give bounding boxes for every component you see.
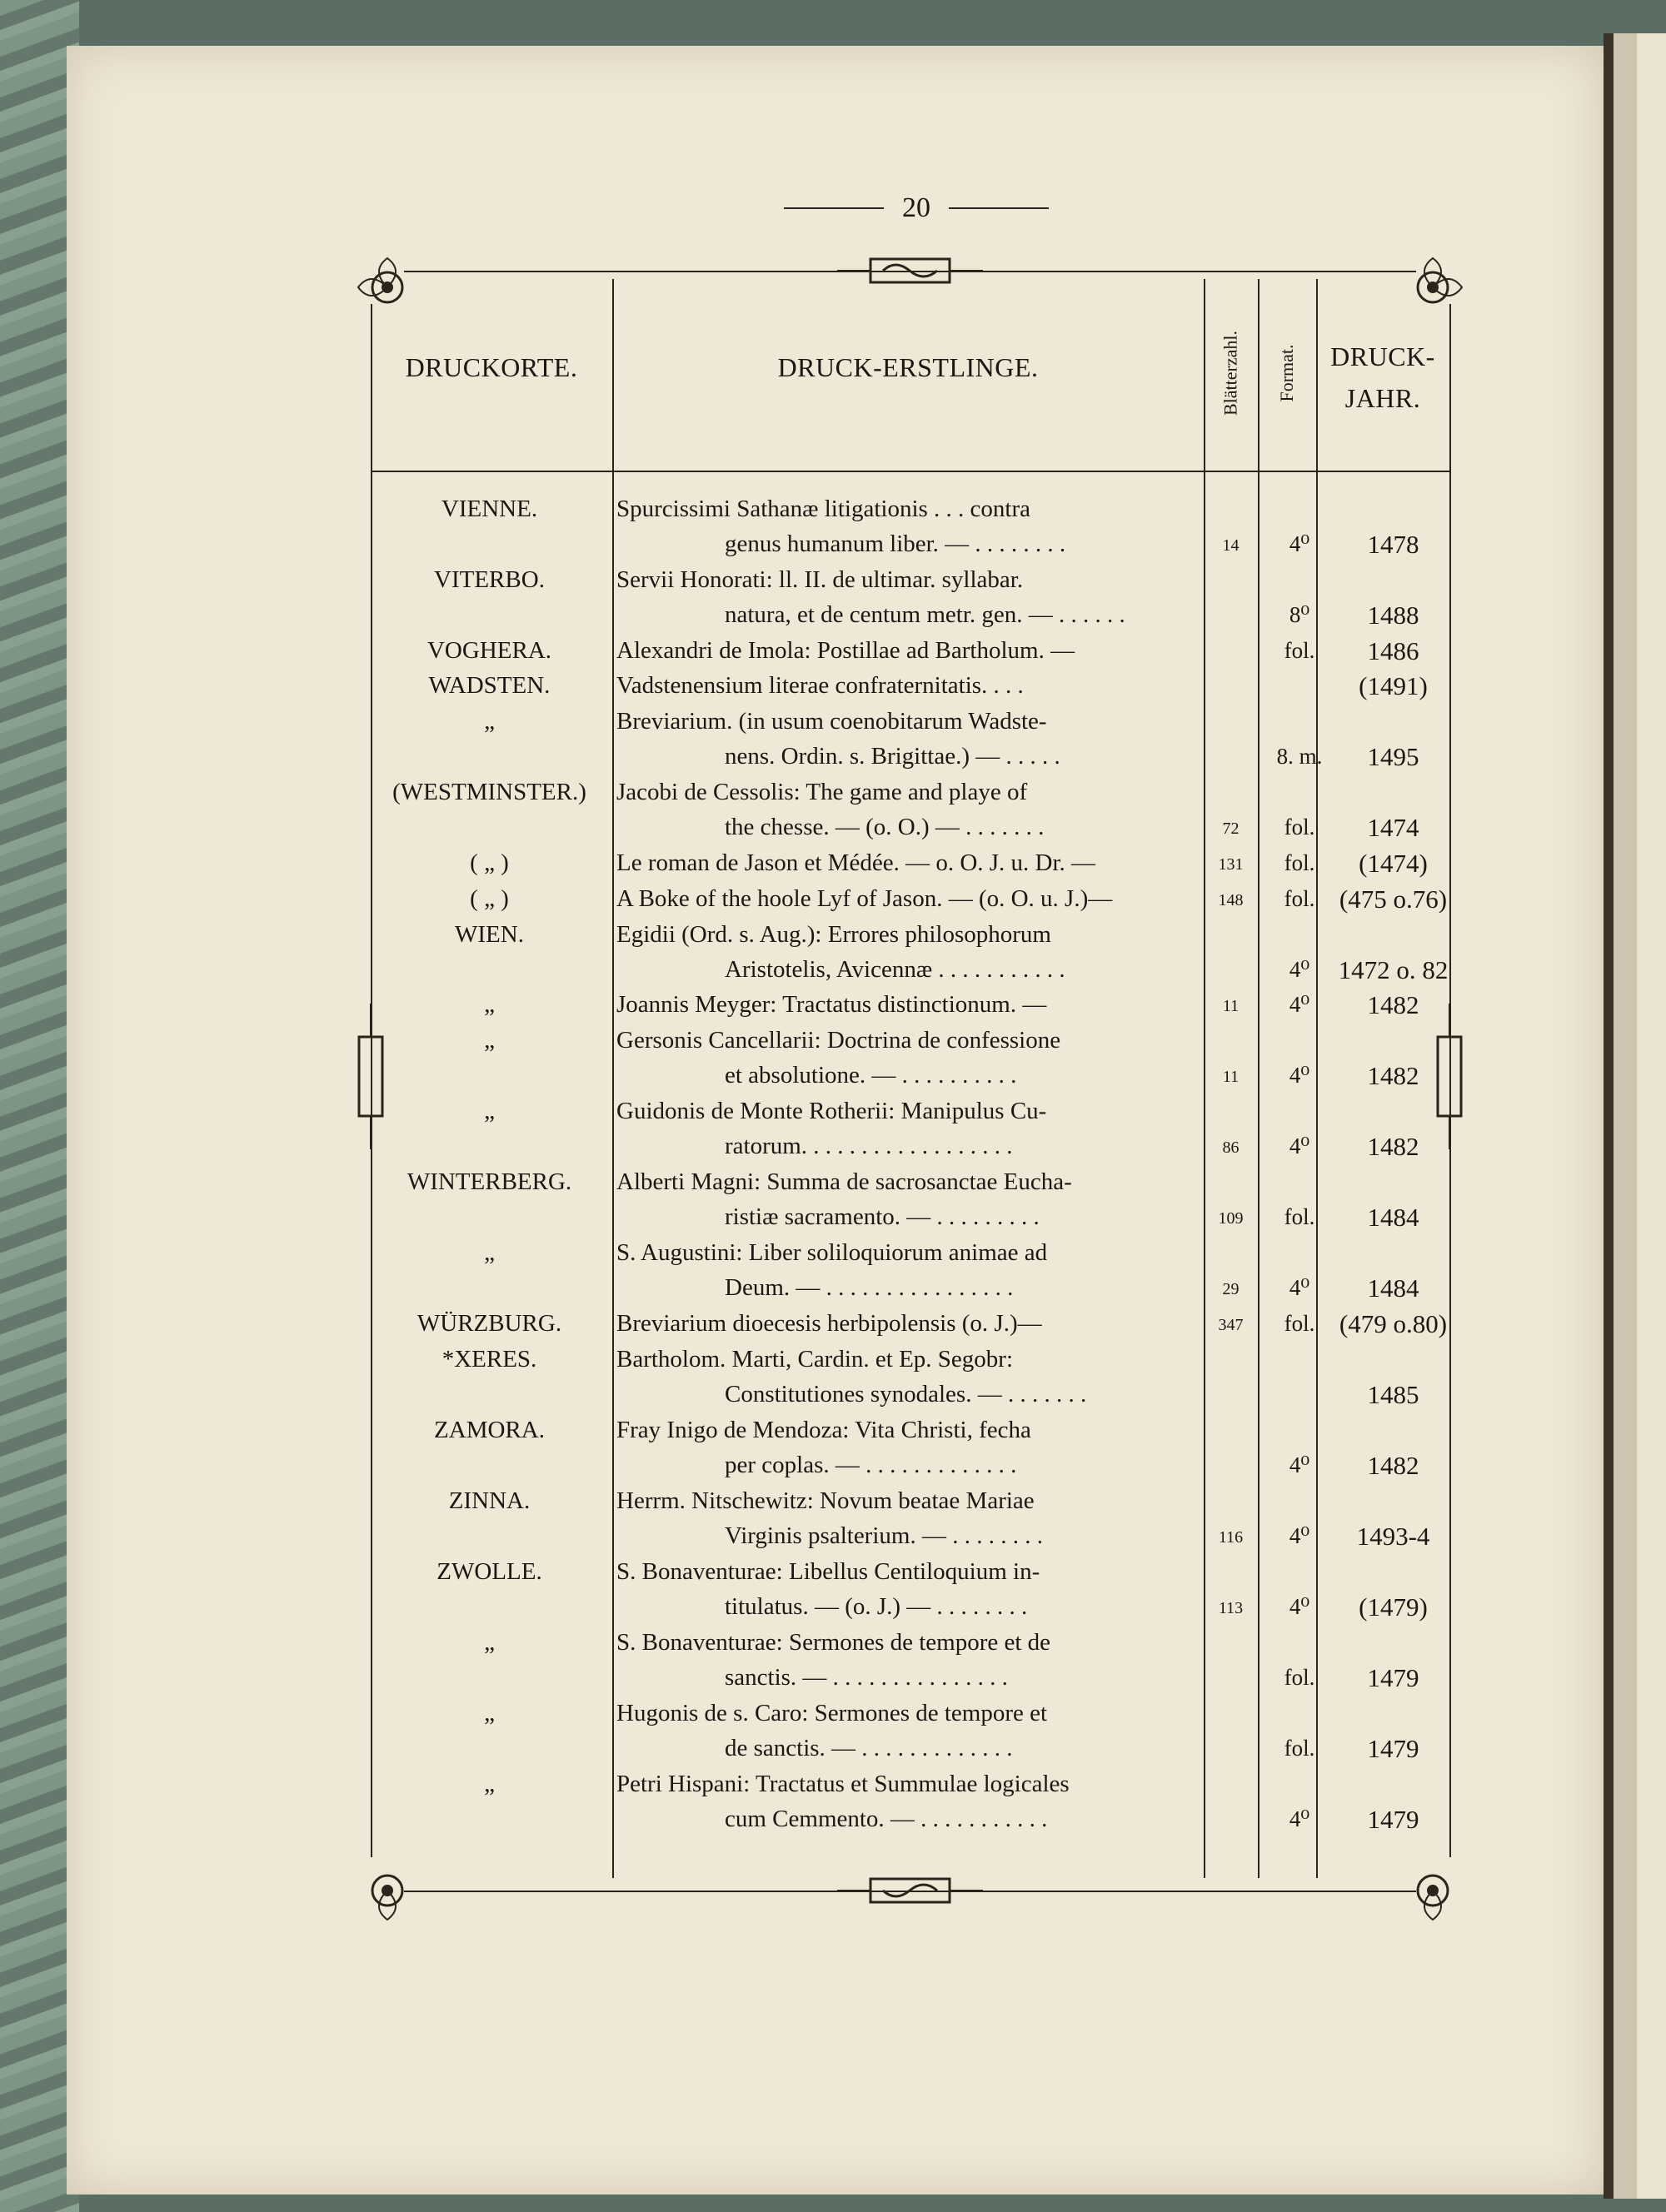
entry-format: 4⁰ xyxy=(1289,531,1310,556)
page-number: 20 xyxy=(902,192,930,223)
entry-year: (479 o.80) xyxy=(1339,1309,1448,1338)
entry-format: 4⁰ xyxy=(1289,992,1310,1017)
entry-format: fol. xyxy=(1284,850,1315,875)
entry-leaves: 72 xyxy=(1222,820,1240,838)
entry-year: 1488 xyxy=(1367,600,1419,630)
entry-title xyxy=(616,1023,1191,1093)
entry-title xyxy=(616,562,1191,632)
entry-format: fol. xyxy=(1284,1736,1315,1761)
table-frame xyxy=(371,271,1449,1891)
entry-leaves: 86 xyxy=(1222,1138,1240,1157)
entry-format: fol. xyxy=(1284,886,1315,911)
entry-leaves: 14 xyxy=(1222,536,1240,555)
entry-year: (1474) xyxy=(1359,849,1428,878)
entry-title xyxy=(616,1483,1191,1553)
entry-format: 8. m. xyxy=(1276,744,1323,769)
entry-format: 8⁰ xyxy=(1289,602,1310,627)
entry-year: 1482 xyxy=(1367,1451,1419,1480)
entry-title-line1: Breviarium. (in usum coenobitarum Wadste- xyxy=(616,708,1047,735)
entry-title-line1: Le roman de Jason et Médée. — o. O. J. u. Dr. — xyxy=(616,849,1096,876)
entry-format: 4⁰ xyxy=(1289,1806,1310,1831)
page-number-rule-left xyxy=(784,207,884,209)
entry-year: (1491) xyxy=(1359,671,1428,700)
entry-title xyxy=(616,987,1191,1022)
entry-title-line2: natura, et de centum metr. gen. — . . . . . . xyxy=(725,601,1125,628)
entry-title-line1: A Boke of the hoole Lyf of Jason. — (o. O. u. J.)— xyxy=(616,885,1113,912)
entry-year: 1472 o. 82 xyxy=(1338,955,1449,984)
entry-place: „ xyxy=(484,1098,495,1124)
entry-title-line2: titulatus. — (o. J.) — . . . . . . . . xyxy=(725,1593,1028,1620)
corner-ornament-bottom-left xyxy=(354,1857,421,1924)
entry-format: 4⁰ xyxy=(1289,1133,1310,1158)
entry-format: fol. xyxy=(1284,638,1315,663)
header-druck-erstlinge: DRUCK-ERSTLINGE. xyxy=(777,352,1039,382)
book-edge-right xyxy=(1604,33,1666,2199)
entry-title xyxy=(616,775,1191,844)
entry-title-line1: Gersonis Cancellarii: Doctrina de confessione xyxy=(616,1027,1061,1054)
entry-title-line2: et absolutione. — . . . . . . . . . . xyxy=(725,1062,1017,1089)
header-separator-rule xyxy=(371,471,1449,472)
entry-year: 1484 xyxy=(1367,1203,1419,1232)
entry-title-line1: Hugonis de s. Caro: Sermones de tempore et xyxy=(616,1700,1048,1726)
entry-place: VITERBO. xyxy=(434,566,545,593)
entry-title xyxy=(616,1554,1191,1624)
entry-title xyxy=(616,1696,1191,1766)
page-number-rule-right xyxy=(949,207,1049,209)
entry-leaves: 116 xyxy=(1218,1528,1244,1547)
entry-title-line1: Spurcissimi Sathanæ litigationis . . . contra xyxy=(616,496,1030,522)
entry-place: ZAMORA. xyxy=(434,1417,545,1443)
entry-title xyxy=(616,1342,1191,1412)
entry-title-line1: Alexandri de Imola: Postillae ad Bartholum. — xyxy=(616,637,1075,664)
entry-place: „ xyxy=(484,1700,495,1726)
entry-year: 1474 xyxy=(1367,813,1419,842)
entry-year: 1486 xyxy=(1367,636,1419,665)
entry-title-line2: per coplas. — . . . . . . . . . . . . . xyxy=(725,1452,1017,1478)
entry-title-line1: S. Bonaventurae: Sermones de tempore et de xyxy=(616,1629,1051,1656)
entry-format: 4⁰ xyxy=(1289,1063,1310,1088)
header-format: Format. xyxy=(1276,344,1297,402)
entry-title-line1: S. Augustini: Liber soliloquiorum animae ad xyxy=(616,1239,1048,1266)
entry-year: (475 o.76) xyxy=(1339,884,1448,914)
entry-year: 1479 xyxy=(1367,1663,1419,1692)
entry-year: (1479) xyxy=(1359,1592,1428,1622)
entry-place: „ xyxy=(484,708,495,735)
header-druckjahr-line2: JAHR. xyxy=(1344,383,1421,413)
entry-place: WIEN. xyxy=(455,921,524,948)
entry-year: 1495 xyxy=(1367,742,1419,771)
entry-title-line2: nens. Ordin. s. Brigittae.) — . . . . . xyxy=(725,743,1060,770)
entry-title xyxy=(616,1235,1191,1305)
entry-year: 1479 xyxy=(1367,1734,1419,1763)
entry-place: ( „ ) xyxy=(470,849,509,876)
entry-place: „ xyxy=(484,1629,495,1656)
entry-leaves: 347 xyxy=(1218,1316,1244,1334)
entry-format: 4⁰ xyxy=(1289,957,1310,982)
header-blaetterzahl: Blätterzahl. xyxy=(1220,331,1241,416)
entry-title-line2: de sanctis. — . . . . . . . . . . . . . xyxy=(725,1735,1013,1761)
entry-title-line1: Egidii (Ord. s. Aug.): Errores philosophorum xyxy=(616,921,1051,948)
header-druckjahr-line1: DRUCK- xyxy=(1330,341,1435,371)
entry-format: fol. xyxy=(1284,815,1315,839)
entry-title-line1: Joannis Meyger: Tractatus distinctionum. — xyxy=(616,991,1047,1018)
entry-title-line1: Petri Hispani: Tractatus et Summulae logicales xyxy=(616,1771,1070,1797)
entry-place: ZINNA. xyxy=(448,1487,531,1514)
entry-title-line2: the chesse. — (o. O.) — . . . . . . . xyxy=(725,814,1045,840)
entry-year: 1479 xyxy=(1367,1805,1419,1834)
entry-place: ZWOLLE. xyxy=(436,1558,542,1585)
entry-title-line1: S. Bonaventurae: Libellus Centiloquium in- xyxy=(616,1558,1040,1585)
entry-title xyxy=(616,881,1191,916)
entry-title xyxy=(616,917,1191,987)
entry-format: fol. xyxy=(1284,1311,1315,1336)
entry-place: ( „ ) xyxy=(470,885,509,912)
entry-title xyxy=(616,1766,1191,1836)
entry-leaves: 11 xyxy=(1222,997,1240,1015)
entry-title xyxy=(616,1164,1191,1234)
entry-year: 1482 xyxy=(1367,990,1419,1019)
entry-leaves: 109 xyxy=(1218,1209,1244,1228)
entry-title-line2: Deum. — . . . . . . . . . . . . . . . . xyxy=(725,1274,1014,1301)
column-rule-3 xyxy=(1258,279,1259,1878)
entry-title-line1: Herrm. Nitschewitz: Novum beatae Mariae xyxy=(616,1487,1035,1514)
entry-format: 4⁰ xyxy=(1289,1275,1310,1300)
entry-title-line1: Bartholom. Marti, Cardin. et Ep. Segobr: xyxy=(616,1346,1014,1373)
entry-title-line2: Virginis psalterium. — . . . . . . . . xyxy=(725,1522,1043,1549)
column-rule-2 xyxy=(1204,279,1205,1878)
entry-year: 1478 xyxy=(1367,530,1419,559)
entry-format: 4⁰ xyxy=(1289,1594,1310,1619)
entry-title xyxy=(616,668,1191,703)
entry-title xyxy=(616,704,1191,774)
entry-title xyxy=(616,1306,1191,1341)
entry-place: „ xyxy=(484,991,495,1018)
entry-format: fol. xyxy=(1284,1204,1315,1229)
entry-place: WINTERBERG. xyxy=(407,1168,572,1195)
entry-place: WÜRZBURG. xyxy=(416,1310,562,1337)
entry-place: „ xyxy=(484,1239,495,1266)
entry-leaves: 131 xyxy=(1218,855,1244,874)
top-center-ornament xyxy=(837,256,983,286)
entry-place: VIENNE. xyxy=(441,496,538,522)
entry-place: VOGHERA. xyxy=(426,637,552,664)
entry-title-line2: ratorum. . . . . . . . . . . . . . . . . . xyxy=(725,1133,1013,1159)
entry-title xyxy=(616,1094,1191,1163)
entry-place: *XERES. xyxy=(441,1346,537,1373)
entry-title-line2: sanctis. — . . . . . . . . . . . . . . . xyxy=(725,1664,1008,1691)
entry-title-line2: Constitutiones synodales. — . . . . . . . xyxy=(725,1381,1087,1407)
entry-format: fol. xyxy=(1284,1665,1315,1690)
entry-title-line1: Alberti Magni: Summa de sacrosanctae Eucha- xyxy=(616,1168,1072,1195)
entry-place: WADSTEN. xyxy=(428,672,551,699)
bottom-center-ornament xyxy=(837,1876,983,1906)
entry-title xyxy=(616,491,1191,561)
entry-title-line1: Servii Honorati: ll. II. de ultimar. syllabar. xyxy=(616,566,1024,593)
entry-title-line2: ristiæ sacramento. — . . . . . . . . . xyxy=(725,1203,1040,1230)
entry-leaves: 148 xyxy=(1218,891,1244,909)
entry-year: 1485 xyxy=(1367,1380,1419,1409)
entry-place: „ xyxy=(484,1771,495,1797)
corner-ornament-top-left xyxy=(354,254,421,321)
corner-ornament-top-right xyxy=(1399,254,1466,321)
entry-place: (WESTMINSTER.) xyxy=(392,779,586,805)
entry-year: 1493-4 xyxy=(1356,1522,1430,1551)
header-druckorte: DRUCKORTE. xyxy=(405,352,578,382)
entry-format: 4⁰ xyxy=(1289,1452,1310,1477)
header-druckjahr xyxy=(1316,336,1449,419)
entry-leaves: 11 xyxy=(1222,1068,1240,1086)
entry-title-line1: Vadstenensium literae confraternitatis. . . . xyxy=(616,672,1024,699)
entry-title-line1: Fray Inigo de Mendoza: Vita Christi, fecha xyxy=(616,1417,1031,1443)
entry-year: 1482 xyxy=(1367,1061,1419,1090)
entry-title-line1: Breviarium dioecesis herbipolensis (o. J.)— xyxy=(616,1310,1042,1337)
entry-format: 4⁰ xyxy=(1289,1523,1310,1548)
entry-title-line2: cum Cemmento. — . . . . . . . . . . . xyxy=(725,1806,1048,1832)
entry-place: „ xyxy=(484,1027,495,1054)
entry-title xyxy=(616,845,1191,880)
entry-title xyxy=(616,633,1191,668)
entry-leaves: 113 xyxy=(1218,1599,1244,1617)
entry-title xyxy=(616,1412,1191,1482)
entry-year: 1482 xyxy=(1367,1132,1419,1161)
entry-title-line1: Guidonis de Monte Rotherii: Manipulus Cu- xyxy=(616,1098,1047,1124)
entry-title-line2: genus humanum liber. — . . . . . . . . xyxy=(725,531,1066,557)
corner-ornament-bottom-right xyxy=(1399,1857,1466,1924)
entry-title-line1: Jacobi de Cessolis: The game and playe of xyxy=(616,779,1028,805)
entry-title-line2: Aristotelis, Avicennæ . . . . . . . . . . . xyxy=(725,956,1065,983)
entry-year: 1484 xyxy=(1367,1273,1419,1303)
entry-leaves: 29 xyxy=(1222,1280,1240,1298)
column-rule-1 xyxy=(612,279,614,1878)
page-number-header xyxy=(779,187,1054,229)
entry-title xyxy=(616,1625,1191,1695)
